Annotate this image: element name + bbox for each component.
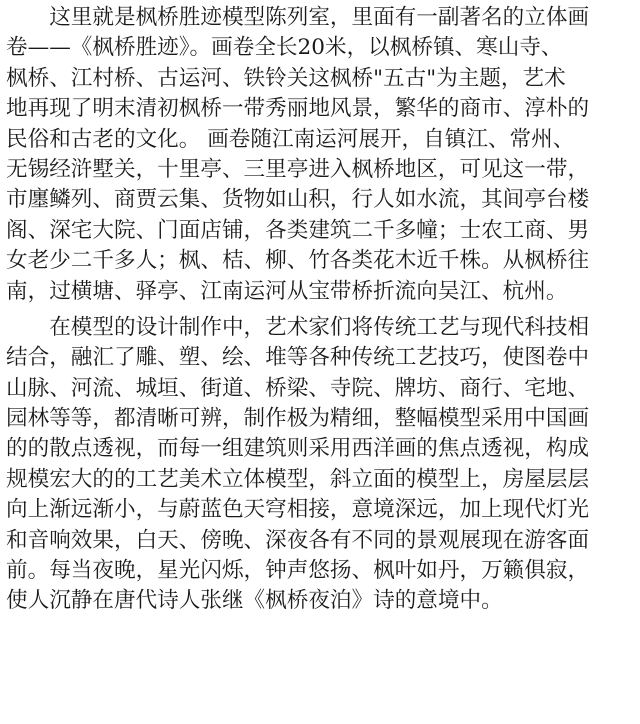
document-page (6, 3, 636, 617)
text-line: 前。每当夜晚，星光闪烁，钟声悠扬、枫叶如丹，万籁俱寂， (6, 558, 590, 584)
text-line: 市廛鳞列、商贾云集、货物如山积，行人如水流，其间亭台楼 (6, 187, 590, 213)
text-line: 规模宏大的的工艺美术立体模型，斜立面的模型上，房屋层层 (6, 466, 590, 492)
text-line: 和音响效果，白天、傍晚、深夜各有不同的景观展现在游客面 (6, 527, 590, 553)
text-line: 民俗和古老的文化。 画卷随江南运河展开，自镇江、常州、 (6, 126, 575, 152)
text-line: 无锡经浒墅关，十里亭、三里亭进入枫桥地区，可见这一带， (6, 156, 590, 182)
text-line: 在模型的设计制作中，艺术家们将传统工艺与现代科技相 (6, 314, 590, 340)
text-line: 女老少二千多人；枫、桔、柳、竹各类花木近千株。从枫桥往 (6, 248, 590, 274)
text-line: 使人沉静在唐代诗人张继《枫桥夜泊》诗的意境中。 (6, 588, 503, 614)
text-line: 地再现了明末清初枫桥一带秀丽地风景，繁华的商市、淳朴的 (6, 96, 590, 122)
text-line: 园林等等，都清晰可辨，制作极为精细，整幅模型采用中国画 (6, 406, 590, 432)
text-line: 结合，融汇了雕、塑、绘、堆等各种传统工艺技巧，使图卷中 (6, 345, 590, 371)
text-line: 南，过横塘、驿亭、江南运河从宝带桥折流向吴江、杭州。 (6, 278, 568, 304)
text-line: 向上渐远渐小，与蔚蓝色天穹相接，意境深远，加上现代灯光 (6, 497, 590, 523)
text-line: 阁、深宅大院、门面店铺，各类建筑二千多幢；士农工商、男 (6, 217, 590, 243)
text-line: 枫桥、江村桥、古运河、铁铃关这枫桥"五古"为主题，艺术 (6, 65, 566, 91)
text-line: 的的散点透视，而每一组建筑则采用西洋画的焦点透视，构成 (6, 436, 590, 462)
paragraph-model-craft (6, 313, 636, 617)
text-line: 山脉、河流、城垣、街道、桥梁、寺院、牌坊、商行、宅地、 (6, 375, 590, 401)
paragraph-exhibition-intro (6, 3, 636, 307)
text-line: 卷——《枫桥胜迹》。画卷全长20米，以枫桥镇、寒山寺、 (6, 35, 563, 61)
text-line: 这里就是枫桥胜迹模型陈列室，里面有一副著名的立体画 (6, 5, 590, 30)
